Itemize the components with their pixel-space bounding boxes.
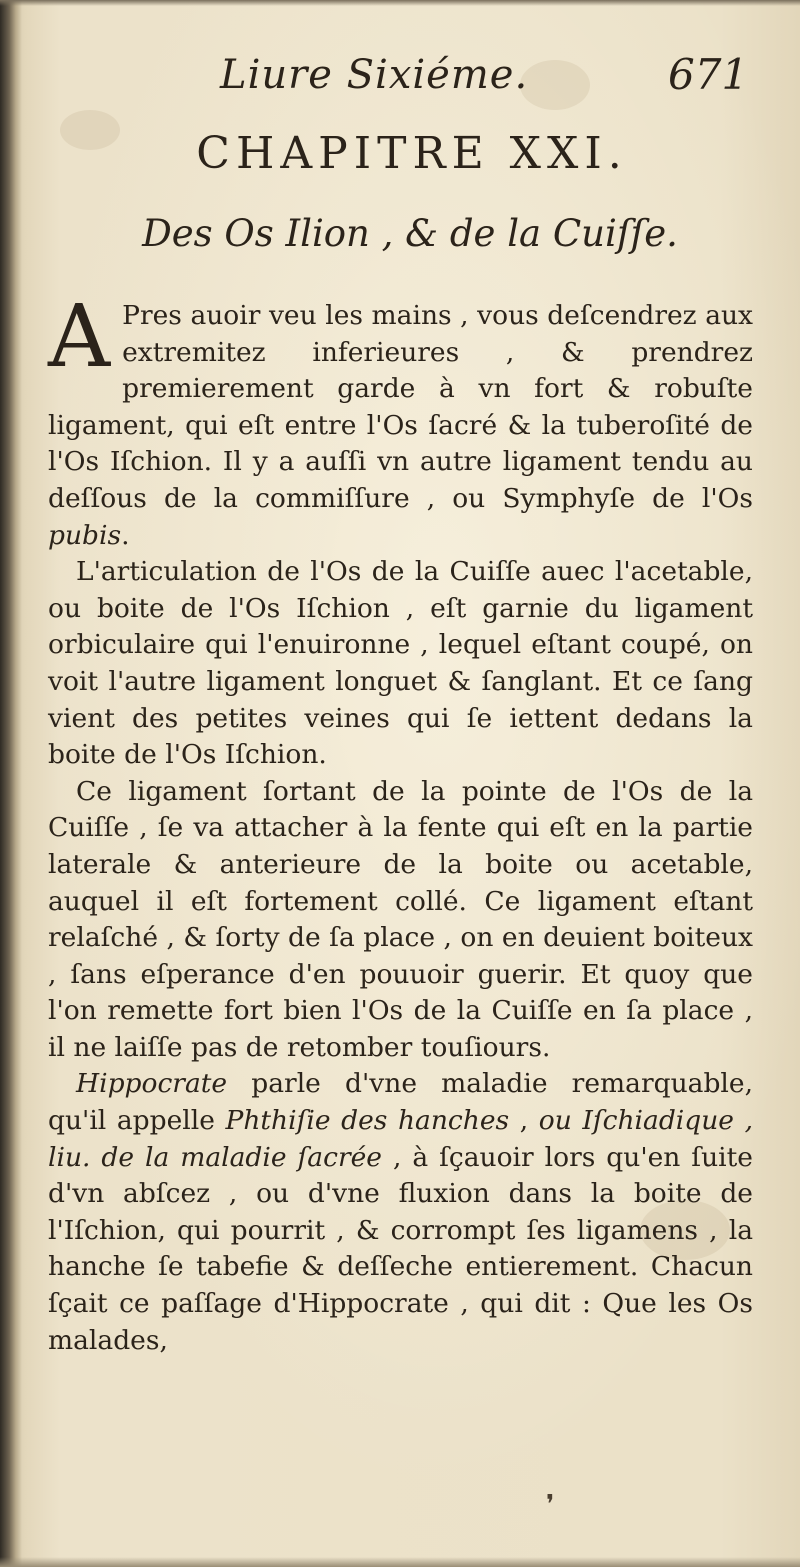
italic-term: pubis <box>48 519 122 551</box>
chapter-subtitle: Des Os Ilion , & de la Cuiſſe. <box>142 212 678 255</box>
paragraph-text: , à ſçauoir lors qu'en ſuite d'vn abſcez , ou d'vne fluxion dans la boite de l'Iſchion, qui pourrit , & corrompt ſes ligamens , la hanche ſe tabefie & deſſeche entierement. Chacun ſçait ce paſſage d'Hippocrate , qui dit : Que les Os malades, <box>48 1141 753 1356</box>
paragraph-3 <box>48 774 753 1067</box>
page-top-edge <box>0 0 800 6</box>
paragraph-1 <box>48 287 753 554</box>
italic-term: Phthiſie des hanches <box>225 1105 510 1137</box>
drop-cap: A <box>48 287 111 387</box>
running-head: Liure Sixiéme. <box>220 52 529 98</box>
paragraph-text: . <box>121 519 130 551</box>
paragraph-text: , <box>509 1105 539 1137</box>
paragraph-text: parle d'vne maladie remarquable, qu'il appelle <box>48 1068 753 1137</box>
paragraph-2 <box>48 554 753 774</box>
page-header <box>0 46 800 106</box>
chapter-title: CHAPITRE XXI. <box>196 128 628 179</box>
paragraph-text: Ce ligament ſortant de la pointe de l'Os de la Cuiſſe , ſe va attacher à la fente qui eſt en la partie laterale & anterieure de la boite ou acetable, auquel il eſt fortement collé. Ce ligament eſtant relaſché , & ſorty de ſa place , on en deuient boiteux , ſans eſperance d'en pouuoir guerir. Et quoy que l'on remette fort bien l'Os de la Cuiſſe en ſa place , il ne laiſſe pas de retomber touſiours. <box>48 775 753 1063</box>
paragraph-4 <box>48 1066 753 1359</box>
paragraph-text: Pres auoir veu les mains , vous deſcendrez aux extremitez inferieures , & prendrez premierement garde à vn fort & robuſte ligament, qui eſt entre l'Os ſacré & la tuberoſité de l'Os Iſchion. Il y a auſſi vn autre ligament tendu au deſſous de la commiſſure , ou Symphyſe de l'Os <box>48 300 753 514</box>
body-text <box>48 287 753 1359</box>
footer-mark: ❜ <box>546 1490 555 1520</box>
page-bottom-edge <box>0 1557 800 1567</box>
page-number: 671 <box>668 50 749 99</box>
italic-term: Hippocrate <box>76 1068 228 1100</box>
paragraph-text: L'articulation de l'Os de la Cuiſſe auec l'acetable, ou boite de l'Os Iſchion , eſt garnie du ligament orbiculaire qui l'enuironne , lequel eſtant coupé, on voit l'autre ligament longuet & ſanglant. Et ce ſang vient des petites veines qui ſe iettent dedans la boite de l'Os Iſchion. <box>48 556 753 771</box>
italic-term: ou Iſchiadique , liu. de la maladie ſacrée <box>48 1105 753 1173</box>
